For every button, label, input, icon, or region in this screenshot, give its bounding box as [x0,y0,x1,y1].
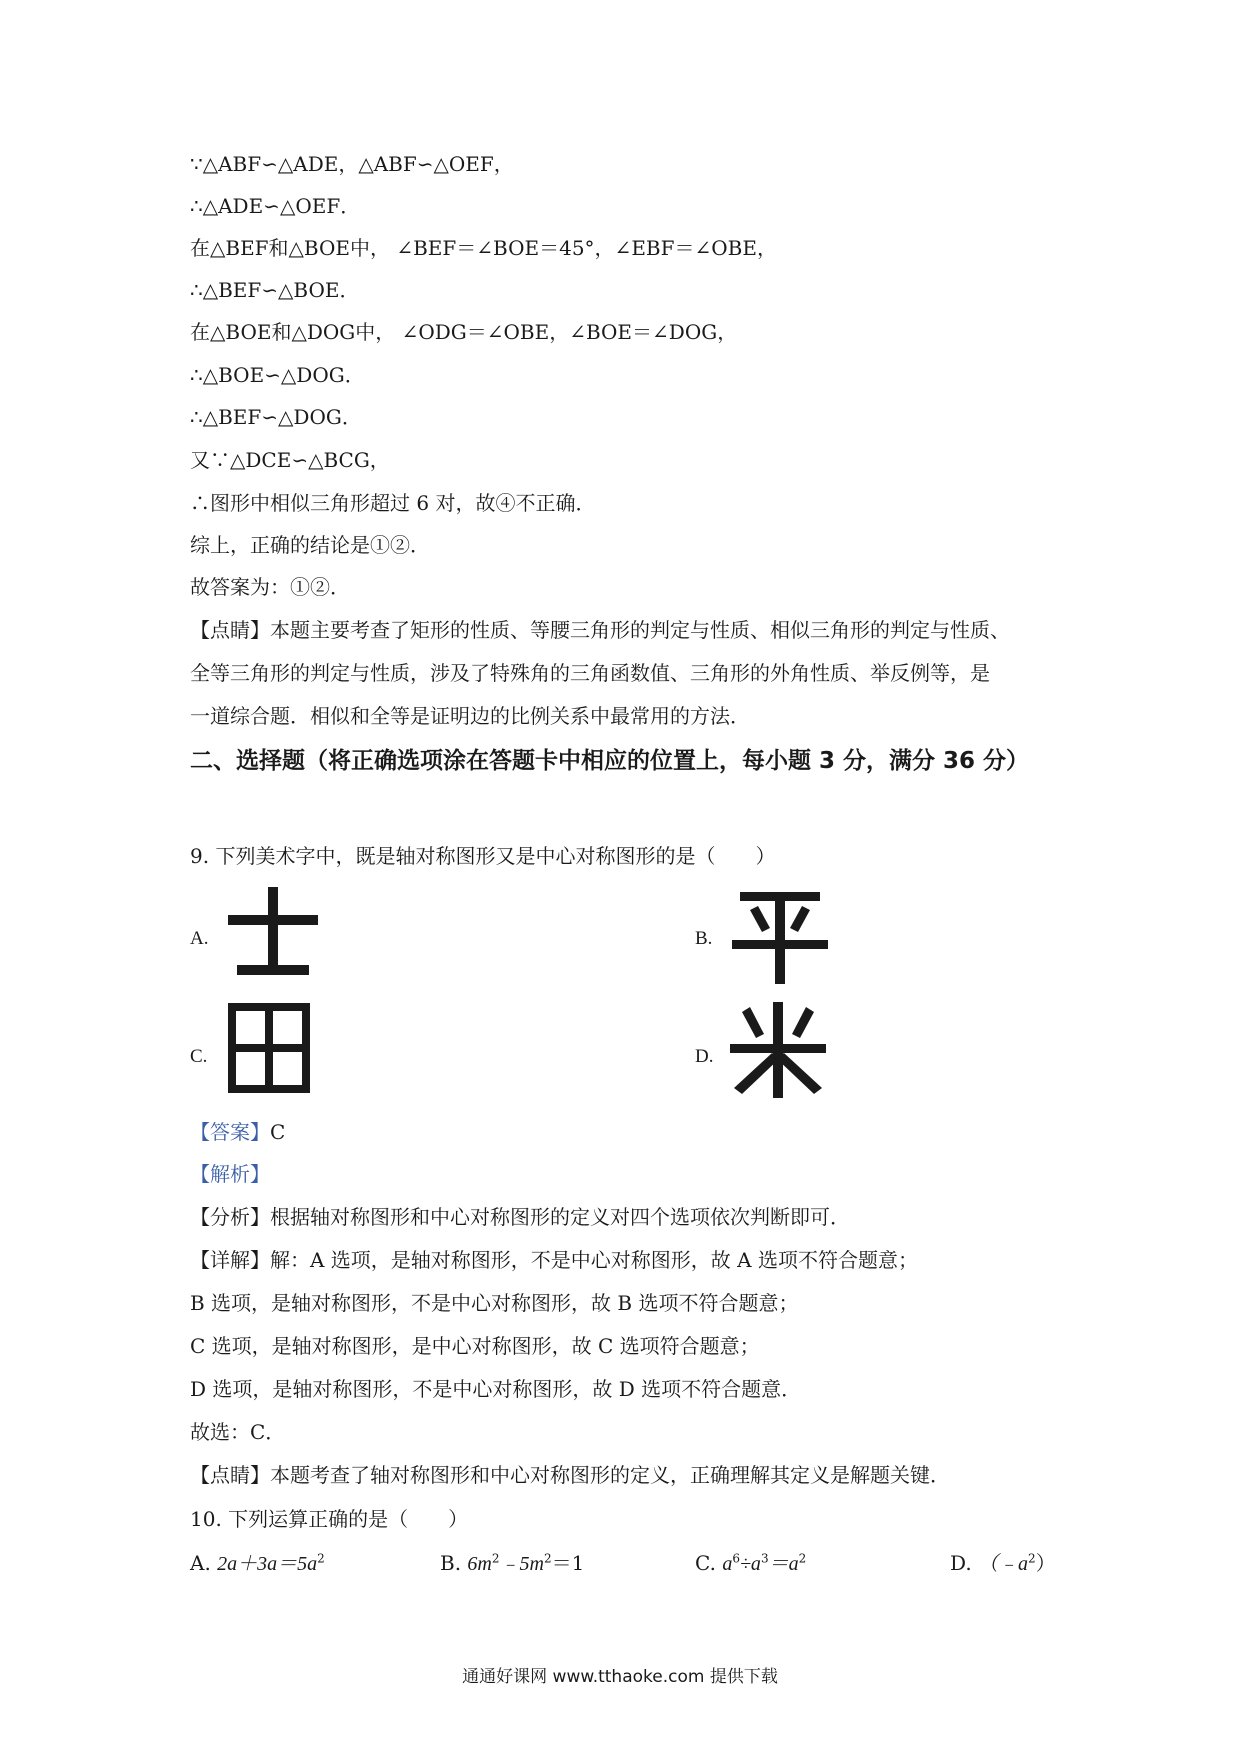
q10-option-c-sup-1: 6 [732,1551,740,1566]
q10-option-b-text-1: 6m [467,1553,492,1575]
dianjing-line-1: 【点睛】本题主要考查了矩形的性质、等腰三角形的判定与性质、相似三角形的判定与性质、 [190,618,1010,642]
proof-line-11: 故答案为：①②． [190,575,350,599]
mi-character-icon [728,1000,828,1100]
q10-option-c-label: C. [695,1551,716,1575]
q10-option-c-sup-2: 3 [760,1551,769,1566]
q10-option-c-text-3: ＝a [768,1553,799,1575]
q10-option-b-label: B. [440,1551,462,1575]
proof-line-9: ∴图形中相似三角形超过 6 对，故④不正确． [190,491,596,515]
dianjing-line-3: 一道综合题．相似和全等是证明边的比例关系中最常用的方法． [190,704,750,728]
q10-option-a [190,1549,325,1578]
proof-line-6: ∴△BOE∽△DOG． [190,363,365,387]
q10-option-d-text-2: ） [1035,1551,1056,1575]
q10-option-d-text-1: （﹣a [978,1553,1029,1575]
q10-stem: 10. 下列运算正确的是（ ） [190,1507,469,1531]
q10-option-c-text-1: a [722,1553,733,1575]
q9-option-c-label: C. [190,1046,208,1067]
proof-line-4: ∴△BEF∽△BOE． [190,278,360,302]
q9-answer [190,1118,285,1146]
page-footer: 通通好课网 www.tthaoke.com 提供下载 [462,1667,778,1687]
q9-xiangjie-3: C 选项，是轴对称图形，是中心对称图形，故 C 选项符合题意； [190,1334,760,1358]
q10-option-d-sup: 2 [1028,1551,1036,1566]
q10-option-c-sup-3: 2 [798,1551,807,1566]
tian-character-icon [228,1003,310,1093]
proof-line-1: ∵△ABF∽△ADE，△ABF∽△OEF， [190,152,514,176]
answer-tag: 【答案】 [190,1120,270,1144]
analysis-tag: 【解析】 [190,1162,270,1186]
proof-line-10: 综上，正确的结论是①②． [190,533,430,557]
q10-option-c [695,1549,806,1578]
section-heading: 二、选择题（将正确选项涂在答题卡中相应的位置上，每小题 3 分，满分 36 分） [190,748,1030,774]
q9-xiangjie-2: B 选项，是轴对称图形，不是中心对称图形，故 B 选项不符合题意； [190,1291,799,1315]
q10-option-a-text: 2a＋3a＝5a [217,1553,318,1575]
q9-xiangjie-1: 【详解】解：A 选项，是轴对称图形，不是中心对称图形，故 A 选项不符合题意； [190,1248,918,1272]
q10-option-c-text-2: ÷a [739,1553,761,1575]
q9-guxuan: 故选：C． [190,1420,286,1444]
q10-option-d-label: D. [950,1551,972,1575]
proof-line-7: ∴△BEF∽△DOG． [190,405,362,429]
q10-option-b-sup-2: 2 [543,1551,552,1566]
q10-option-b-text-2: ﹣5m [499,1553,544,1575]
q10-option-a-label: A. [190,1551,211,1575]
q9-xiangjie-4: D 选项，是轴对称图形，不是中心对称图形，故 D 选项不符合题意． [190,1377,802,1401]
q9-option-b-label: B. [695,928,713,949]
proof-line-5: 在△BOE和△DOG中， ∠ODG＝∠OBE，∠BOE＝∠DOG， [190,320,738,344]
q9-stem: 9. 下列美术字中，既是轴对称图形又是中心对称图形的是（ ） [190,844,776,868]
q9-option-a-label: A. [190,928,209,949]
q10-option-b-text-3: ＝1 [551,1551,585,1575]
proof-line-8: 又∵△DCE∽△BCG， [190,448,390,472]
q9-fenxi: 【分析】根据轴对称图形和中心对称图形的定义对四个选项依次判断即可． [190,1205,850,1229]
q9-option-d-label: D. [695,1046,714,1067]
q10-option-d [950,1549,1056,1578]
q10-option-b [440,1549,584,1578]
dianjing-line-2: 全等三角形的判定与性质，涉及了特殊角的三角函数值、三角形的外角性质、举反例等，是 [190,661,990,685]
shi-character-icon [225,885,325,985]
answer-value: C [270,1120,286,1144]
proof-line-2: ∴△ADE∽△OEF． [190,194,361,218]
proof-line-3: 在△BEF和△BOE中， ∠BEF＝∠BOE＝45°，∠EBF＝∠OBE， [190,236,777,260]
q9-dianjing: 【点睛】本题考查了轴对称图形和中心对称图形的定义，正确理解其定义是解题关键． [190,1463,950,1487]
q10-option-a-sup: 2 [317,1551,325,1566]
ping-character-icon [730,888,830,988]
q10-option-b-sup-1: 2 [491,1551,500,1566]
